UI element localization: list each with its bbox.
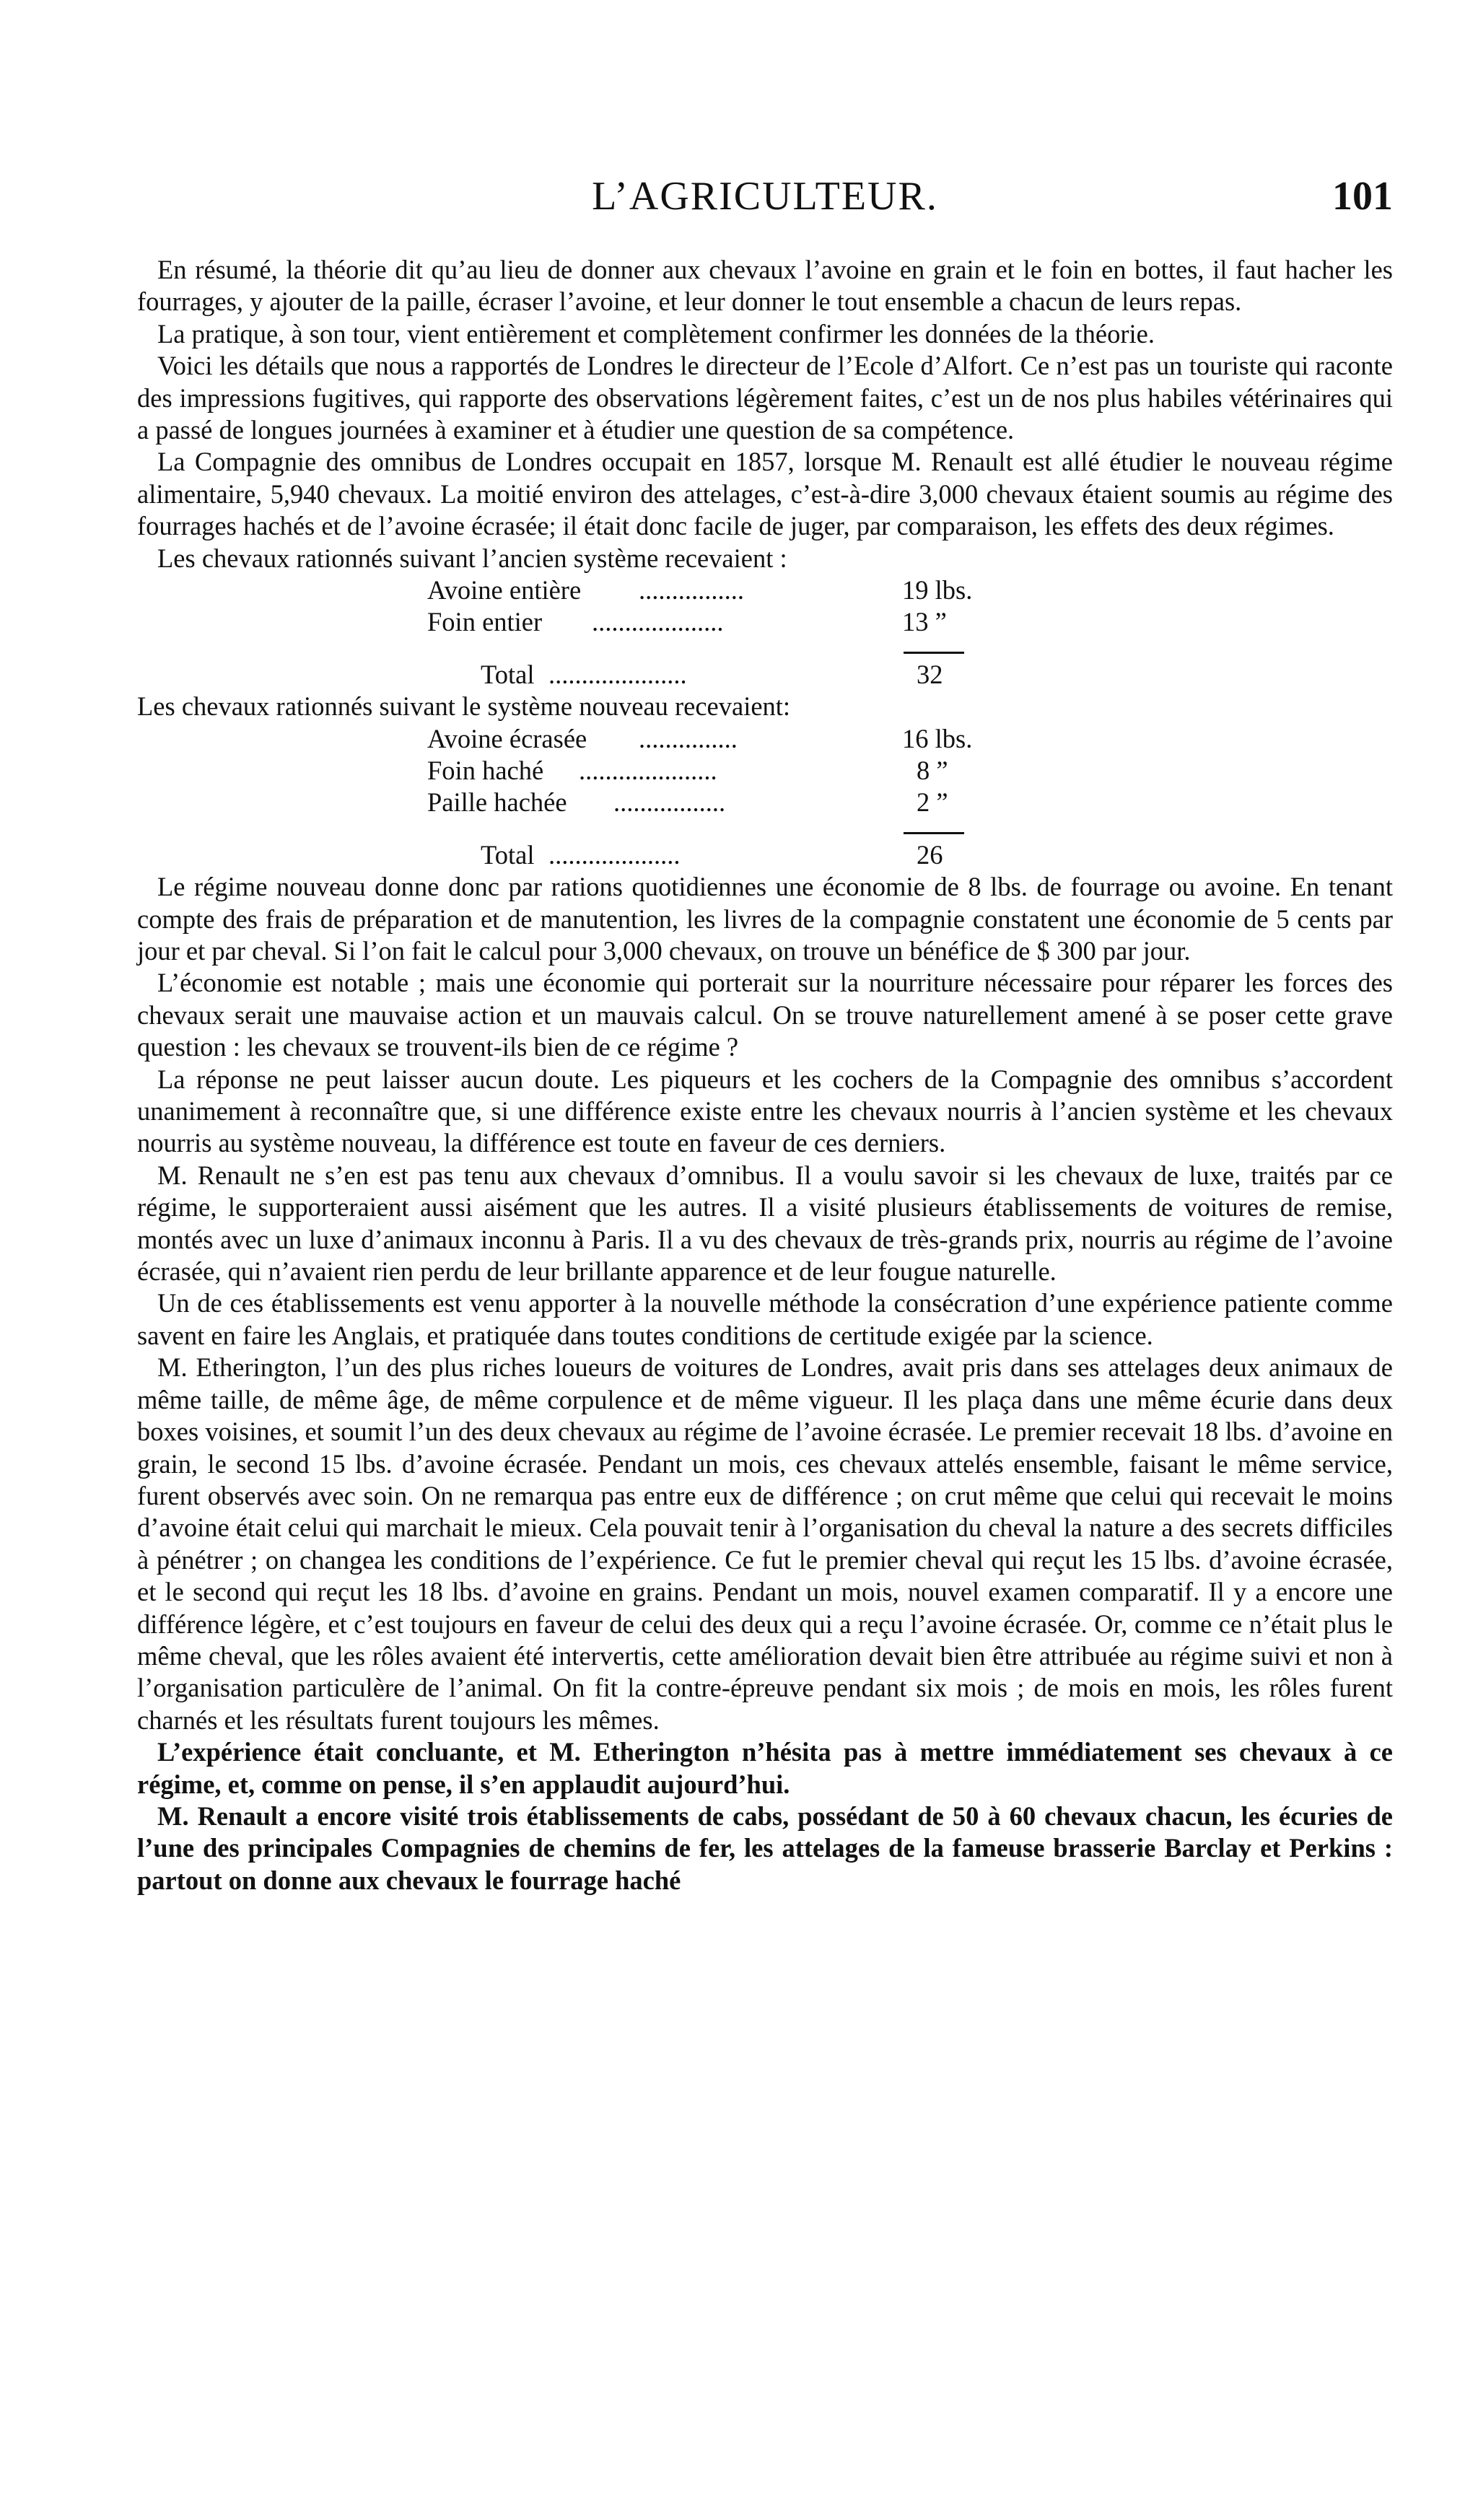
total-rule [904, 652, 964, 654]
paragraph: Voici les détails que nous a rapportés de Londres le directeur de l’Ecole d’Alfort. Ce n’est pas un touriste qui raconte des impressions fugitives, qui rapporte des observations légèrement faites, c’est un de nos plus habiles vétérinaires qui a passé de longues journées à examiner et à étudier une question de sa compétence. [137, 351, 1393, 445]
paragraph: La réponse ne peut laisser aucun doute. Les piqueurs et les cochers de la Compagnie des omnibus s’accordent unanimement à reconnaître que, si une différence existe entre les chevaux nourris à l’ancien système et les chevaux nourris au système nouveau, la différence est toute en faveur de ces derniers. [137, 1064, 1393, 1158]
paragraph: Les chevaux rationnés suivant le système nouveau recevaient: [137, 691, 791, 722]
total-value: 32 [917, 659, 943, 689]
ration-label: Foin entier [427, 607, 543, 637]
total-rule-row [137, 639, 1393, 659]
page-number: 101 [1332, 174, 1393, 219]
ration-label: Paille hachée [427, 787, 567, 818]
table-row-total [137, 659, 1393, 691]
ration-value: 2 ” [917, 787, 948, 818]
old-ration-table [137, 574, 1393, 691]
ration-value: 8 ” [917, 756, 948, 786]
paragraph: Le régime nouveau donne donc par rations quotidiennes une économie de 8 lbs. de fourrage ou avoine. En tenant compte des frais de préparation et de manutention, les livres de la compagnie constatent une économie de 5 cents par jour et par cheval. Si l’on fait le calcul pour 3,000 chevaux, on trouve un bénéfice de $ 300 par jour. [137, 872, 1393, 966]
leader-dots: ................ [639, 575, 744, 605]
paragraph: M. Renault a encore visité trois établissements de cabs, possédant de 50 à 60 chevaux chacun, les écuries de l’une des principales Compagnies de chemins de fer, les attelages de la fameuse brasserie Barclay et Perkins : partout on donne aux chevaux le fourrage haché [137, 1801, 1393, 1895]
paragraph: Un de ces établissements est venu apporter à la nouvelle méthode la consécration d’une expérience patiente comme savent en faire les Anglais, et pratiquée dans toutes conditions de certitude exigée par la science. [137, 1288, 1393, 1350]
page-header [137, 173, 1393, 231]
paragraph: Les chevaux rationnés suivant l’ancien système recevaient : [157, 543, 787, 573]
paragraph: L’expérience était concluante, et M. Etherington n’hésita pas à mettre immédiatement ses chevaux à ce régime, et, comme on pense, il s’en applaudit aujourd’hui. [137, 1737, 1393, 1799]
table-row [137, 723, 1393, 755]
ration-label: Avoine écrasée [427, 723, 587, 753]
running-title: L’AGRICULTEUR. [592, 174, 938, 219]
ration-label: Foin haché [427, 756, 544, 786]
paragraph: M. Etherington, l’un des plus riches loueurs de voitures de Londres, avait pris dans ses attelages deux animaux de même taille, de même âge, de même corpulence et de même vigueur. Il les plaça dans une même écurie dans deux boxes voisines, et soumit l’un des deux chevaux au régime de l’avoine écrasée. Le premier recevait 18 lbs. d’avoine en grain, le second 15 lbs. d’avoine écrasée. Pendant un mois, ces chevaux attelés ensemble, faisant le même service, furent observés avec soin. On ne remarqua pas entre eux de différence ; on crut même que celui qui recevait le moins d’avoine était celui qui marchait le mieux. Cela pouvait tenir à l’organisation du cheval la nature a des secrets difficiles à pénétrer ; on changea les conditions de l’expérience. Ce fut le premier cheval qui reçut les 15 lbs. d’avoine écrasée, et le second qui reçut les 18 lbs. d’avoine en grains. Pendant un mois, nouvel examen comparatif. Il y a encore une différence légère, et c’est toujours en faveur de celui des deux qui a reçu l’avoine écrasée. Or, comme ce n’était plus le même cheval, que les rôles avaient été intervertis, cette amélioration devait bien être attribuée au régime suivi et non à l’organisation particulère de l’animal. On fit la contre-épreuve pendant six mois ; de mois en mois, les rôles furent charnés et les résultats furent toujours les mêmes. [137, 1352, 1393, 1735]
paragraph: La Compagnie des omnibus de Londres occupait en 1857, lorsque M. Renault est allé étudier le nouveau régime alimentaire, 5,940 chevaux. La moitié environ des attelages, c’est-à-dire 3,000 chevaux étaient soumis au régime des fourrages hachés et de l’avoine écrasée; il était donc facile de juger, par comparaison, les effets des deux régimes. [137, 447, 1393, 541]
leader-dots: ..................... [579, 756, 717, 786]
leader-dots: ..................... [548, 659, 687, 689]
total-label: Total [481, 659, 535, 689]
new-ration-table [137, 723, 1393, 872]
total-rule-row [137, 819, 1393, 839]
paragraph: En résumé, la théorie dit qu’au lieu de donner aux chevaux l’avoine en grain et le foin en bottes, il faut hacher les fourrages, y ajouter de la paille, écraser l’avoine, et leur donner le tout ensemble a chacun de leurs repas. [137, 255, 1393, 317]
table-row [137, 755, 1393, 787]
ration-label: Avoine entière [427, 575, 582, 605]
leader-dots: ............... [639, 723, 738, 753]
paragraph: M. Renault ne s’en est pas tenu aux chevaux d’omnibus. Il a voulu savoir si les chevaux de luxe, traités par ce régime, le supporteraient aussi aisément que les autres. Il a visité plusieurs établissements de voitures de remise, montés avec un luxe d’animaux inconnu à Paris. Il a vu des chevaux de très-grands prix, nourris au régime de l’avoine écrasée, qui n’avaient rien perdu de leur brillante apparence et de leur fougue naturelle. [137, 1160, 1393, 1287]
table-row [137, 574, 1393, 606]
total-rule [904, 832, 964, 834]
paragraph: L’économie est notable ; mais une économie qui porterait sur la nourriture nécessaire pour réparer les forces des chevaux serait une mauvaise action et un mauvais calcul. On se trouve naturellement amené à se poser cette grave question : les chevaux se trouvent-ils bien de ce régime ? [137, 968, 1393, 1062]
ration-value: 19 lbs. [902, 575, 973, 605]
article-body [137, 254, 1393, 1896]
leader-dots: .................... [548, 839, 681, 870]
ration-value: 16 lbs. [902, 723, 973, 753]
paragraph: La pratique, à son tour, vient entièrement et complètement confirmer les données de la théorie. [157, 318, 1155, 349]
leader-dots: ................. [613, 787, 726, 818]
total-value: 26 [917, 839, 943, 870]
table-row-total [137, 839, 1393, 871]
table-row [137, 787, 1393, 818]
leader-dots: .................... [592, 607, 724, 637]
table-row [137, 606, 1393, 638]
total-label: Total [481, 839, 535, 870]
ration-value: 13 ” [902, 607, 947, 637]
